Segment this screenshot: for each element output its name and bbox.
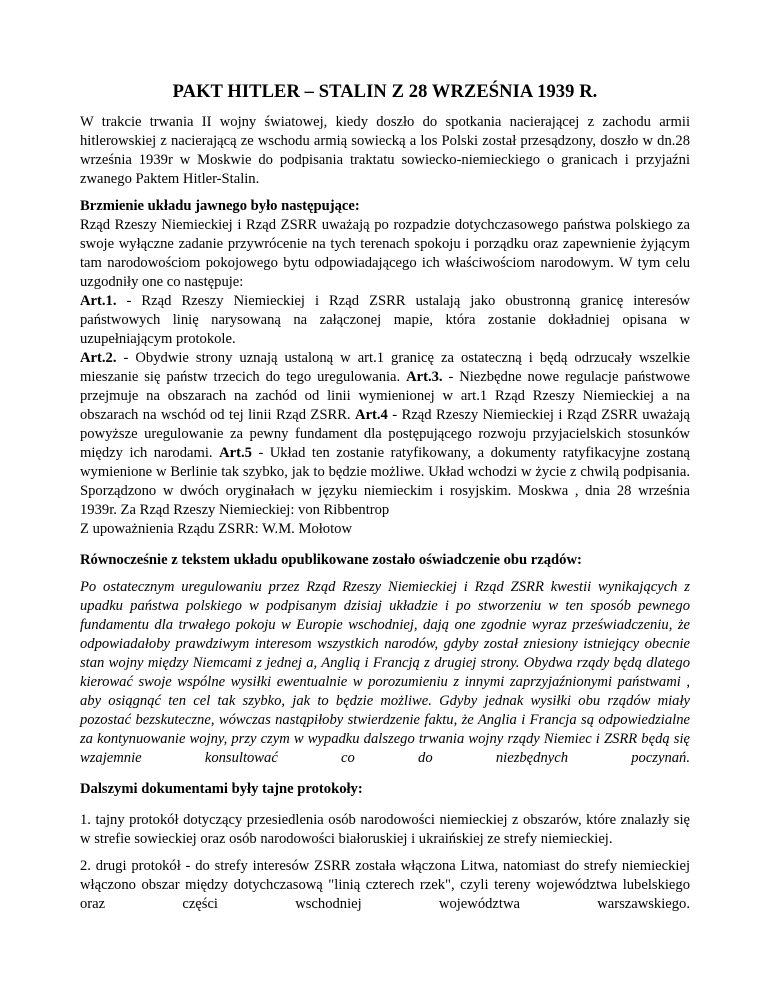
secret-protocol-1: 1. tajny protokół dotyczący przesiedlenia osób narodowości niemieckiej z obszarów, które znalazły się w strefie sowieckiej oraz osób narodowości białoruskiej i ukraińskiej ze strefy niemieckiej. xyxy=(80,812,690,847)
art5-text: - Układ ten zostanie ratyfikowany, a dokumenty ratyfikacyjne zostaną wymienione w Berlinie tak szybko, jak to będzie możliwe. Układ wchodzi w życie z chwilą podpisania. Sporządzono w dwóch oryginałach w języku niemieckim i rosyjskim. Moskwa , dnia 28 września 1939r. Za Rząd Rzeszy Niemieckiej: von Ribbentrop xyxy=(80,445,690,518)
art1-text: - Rząd Rzeszy Niemieckiej i Rząd ZSRR ustalają jako obustronną granicę interesów państwowych linię narysowaną na załączonej mapie, która zostanie dokładniej opisana w uzupełniającym protokole. xyxy=(80,293,690,347)
declaration-heading: Równocześnie z tekstem układu opublikowane zostało oświadczenie obu rządów: xyxy=(80,552,582,568)
art2-label: Art.2. xyxy=(80,350,117,366)
treaty-body xyxy=(80,216,690,539)
art4-text: - Rząd Rzeszy Niemieckiej i Rząd ZSRR uważają powyższe uregulowanie za pewny fundament dla postępującego rozwoju przyjacielskich stosunków między ich narodami. xyxy=(80,407,690,461)
art1-label: Art.1. xyxy=(80,293,117,309)
secret-protocols-heading: Dalszymi dokumentami były tajne protokoły: xyxy=(80,781,363,797)
art5-label: Art.5 xyxy=(219,445,252,461)
document-page xyxy=(80,82,690,914)
art3-label: Art.3. xyxy=(406,369,443,385)
secret-protocol-2: 2. drugi protokół - do strefy interesów ZSRR została włączona Litwa, natomiast do strefy niemieckiej włączono obszar między dotychczasową "linią czterech rzek", czyli tereny województwa lubelskiego oraz części wschodniej województwa warszawskiego. xyxy=(80,858,690,912)
intro-paragraph: W trakcie trwania II wojny światowej, kiedy doszło do spotkania nacierającej z zachodu armii hitlerowskiej z nacierającą ze wschodu armią sowiecką a los Polski został przesądzony, doszło w dn.28 września 1939r w Moskwie do podpisania traktatu sowiecko-niemieckiego o granicach i przyjaźni zwanego Paktem Hitler-Stalin. xyxy=(80,114,690,187)
art2-text: - Obydwie strony uznają ustaloną w art.1 granicę za ostateczną i będą odrzucały wszelkie mieszanie się państw trzecich do tego uregulowania. xyxy=(80,350,690,385)
treaty-preamble: Rząd Rzeszy Niemieckiej i Rząd ZSRR uważają po rozpadzie dotychczasowego państwa polskiego za swoje wyłączne zadanie przywrócenie na tych terenach spokoju i porządku oraz zapewnienie żyjącym tam narodowościom pokojowego bytu odpowiadającego ich właściwościom narodowym. W tym celu uzgodniły one co następuje: xyxy=(80,217,690,290)
art4-label: Art.4 xyxy=(355,407,388,423)
signature-molotow: Z upoważnienia Rządu ZSRR: W.M. Mołotow xyxy=(80,521,352,537)
document-title: PAKT HITLER – STALIN Z 28 WRZEŚNIA 1939 R. xyxy=(172,82,598,102)
art3-text: - Niezbędne nowe regulacje państwowe przejmuje na obszarach na zachód od linii wymienionej w art.1 Rząd Rzeszy Niemieckiej a na obszarach na wschód od tej linii Rząd ZSRR. xyxy=(80,369,690,423)
declaration-text: Po ostatecznym uregulowaniu przez Rząd Rzeszy Niemieckiej i Rząd ZSRR kwestii wynikających z upadku państwa polskiego w podpisanym dzisiaj układzie i po stworzeniu w ten sposób pewnego fundamentu dla trwałego pokoju w Europie wschodniej, dają one zgodnie wyraz przeświadczeniu, że odpowiadałoby prawdziwym interesom wszystkich narodów, gdyby został zniesiony istniejący obecnie stan wojny między Niemcami z jednej a, Anglią i Francją z drugiej strony. Obydwa rządy będą dlatego kierować swoje wspólne wysiłki ewentualnie w porozumieniu z innymi zaprzyjaźnionymi państwami , aby osiągnąć ten cel tak szybko, jak to będzie możliwe. Gdyby jednak wysiłki obu rządów miały pozostać bezskuteczne, wówczas nastąpiłoby stwierdzenie faktu, że Anglia i Francja są odpowiedzialne za kontynuowanie wojny, przy czym w wypadku dalszego trwania wojny rządy Niemiec i ZSRR będą się wzajemnie konsultować co do niezbędnych poczynań. xyxy=(80,579,690,766)
treaty-heading: Brzmienie układu jawnego było następujące: xyxy=(80,198,360,214)
